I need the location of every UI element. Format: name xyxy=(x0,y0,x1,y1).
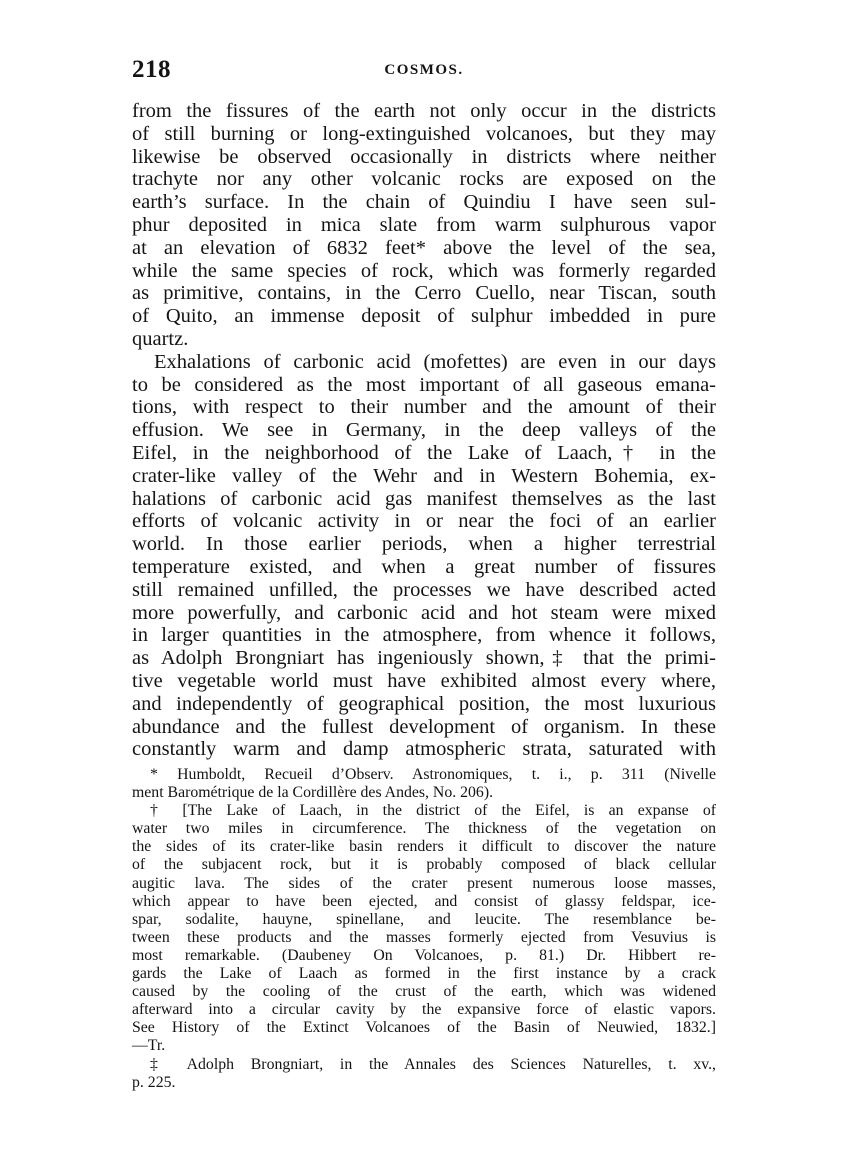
body-line: trachyte nor any other volcanic rocks are exposed on the xyxy=(132,168,716,191)
footnote-line: the sides of its crater-like basin renders it difficult to discover the nature xyxy=(132,838,716,856)
footnote-line: gards the Lake of Laach as formed in the first instance by a crack xyxy=(132,965,716,983)
footnote-line: of the subjacent rock, but it is probably composed of black cellular xyxy=(132,856,716,874)
footnotes xyxy=(132,766,716,1092)
body-line: of still burning or long-extinguished volcanoes, but they may xyxy=(132,122,716,145)
body-line: halations of carbonic acid gas manifest themselves as the last xyxy=(132,487,716,510)
footnote-line: which appear to have been ejected, and consist of glassy feldspar, ice- xyxy=(132,892,716,910)
body-line: phur deposited in mica slate from warm sulphurous vapor xyxy=(132,213,716,236)
footnote-line: water two miles in circumference. The thickness of the vegetation on xyxy=(132,820,716,838)
body-line: quartz. xyxy=(132,327,189,350)
footnote-line: most remarkable. (Daubeney On Volcanoes, p. 81.) Dr. Hibbert re- xyxy=(132,946,716,964)
body-line: from the fissures of the earth not only occur in the districts xyxy=(132,100,716,122)
footnote-line: caused by the cooling of the crust of the earth, which was widened xyxy=(132,983,716,1001)
footnote-line: p. 225. xyxy=(132,1073,176,1091)
body-line: tive vegetable world must have exhibited almost every where, xyxy=(132,669,716,692)
footnote-line: —Tr. xyxy=(132,1037,166,1055)
footnote-line: tween these products and the masses formerly ejected from Vesuvius is xyxy=(132,928,716,946)
running-head: COSMOS. xyxy=(384,62,464,78)
body-line: abundance and the fullest development of organism. In these xyxy=(132,715,716,738)
body-line: as Adolph Brongniart has ingeniously shown,‡ that the primi- xyxy=(132,647,716,670)
body-line: temperature existed, and when a great number of fissures xyxy=(132,555,716,578)
footnote-line: augitic lava. The sides of the crater present numerous loose masses, xyxy=(132,874,716,892)
body-line: at an elevation of 6832 feet* above the level of the sea, xyxy=(132,236,716,259)
footnote-line: * Humboldt, Recueil d’Observ. Astronomiques, t. i., p. 311 (Nivelle xyxy=(150,766,716,783)
body-line: Eifel, in the neighborhood of the Lake of Laach,† in the xyxy=(132,441,716,464)
footnote-line: ment Barométrique de la Cordillère des Andes, No. 206). xyxy=(132,784,494,802)
footnote-line: spar, sodalite, hauyne, spinellane, and leucite. The resemblance be- xyxy=(132,910,716,928)
body-line: world. In those earlier periods, when a higher terrestrial xyxy=(132,533,716,556)
body-line: more powerfully, and carbonic acid and hot steam were mixed xyxy=(132,601,716,624)
body-line: crater-like valley of the Wehr and in Western Bohemia, ex- xyxy=(132,464,716,487)
page-number: 218 xyxy=(132,56,171,83)
body-line: earth’s surface. In the chain of Quindiu I have seen sul- xyxy=(132,191,716,214)
body-line: to be considered as the most important of all gaseous emana- xyxy=(132,373,716,396)
body-line: of Quito, an immense deposit of sulphur imbedded in pure xyxy=(132,305,716,328)
body-line: likewise be observed occasionally in districts where neither xyxy=(132,145,716,168)
body-line: as primitive, contains, in the Cerro Cuello, near Tiscan, south xyxy=(132,282,716,305)
body-line: in larger quantities in the atmosphere, from whence it follows, xyxy=(132,624,716,647)
body-line: Exhalations of carbonic acid (mofettes) are even in our days xyxy=(154,350,716,373)
body-line: effusion. We see in Germany, in the deep valleys of the xyxy=(132,419,716,442)
body-line: efforts of volcanic activity in or near the foci of an earlier xyxy=(132,510,716,533)
body-text xyxy=(132,100,716,761)
footnote-line: † [The Lake of Laach, in the district of the Eifel, is an expanse of xyxy=(150,802,716,820)
footnote-line: See History of the Extinct Volcanoes of the Basin of Neuwied, 1832.] xyxy=(132,1019,716,1037)
body-line: while the same species of rock, which was formerly regarded xyxy=(132,259,716,282)
body-line: constantly warm and damp atmospheric strata, saturated with xyxy=(132,738,716,761)
footnote-line: ‡ Adolph Brongniart, in the Annales des Sciences Naturelles, t. xv., xyxy=(150,1055,716,1073)
body-line: tions, with respect to their number and the amount of their xyxy=(132,396,716,419)
body-line: still remained unfilled, the processes we have described acted xyxy=(132,578,716,601)
footnote-line: afterward into a circular cavity by the expansive force of elastic vapors. xyxy=(132,1001,716,1019)
page-header xyxy=(132,56,716,84)
body-line: and independently of geographical position, the most luxurious xyxy=(132,692,716,715)
